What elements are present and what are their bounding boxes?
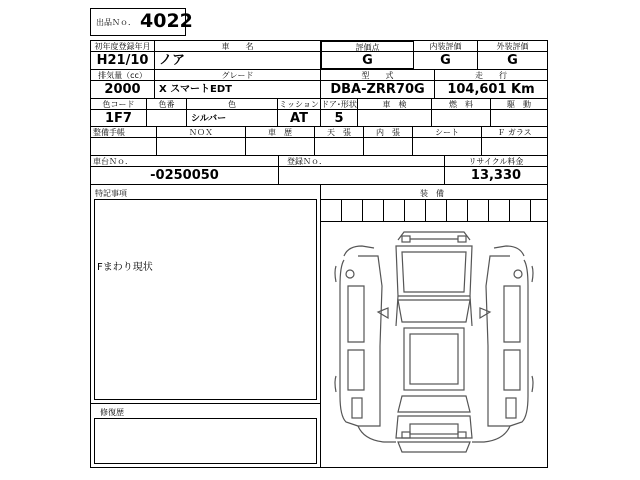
interior-lining bbox=[363, 137, 413, 156]
label-chassis-number: 車台Ｎｏ． bbox=[90, 155, 279, 167]
label-interior-score: 内装評価 bbox=[413, 40, 478, 52]
recycle-fee: 13,330 bbox=[444, 166, 548, 185]
label-interior-lining: 内 張 bbox=[363, 126, 413, 138]
notes-text: Fまわり現状 bbox=[97, 262, 153, 273]
car-history bbox=[245, 137, 315, 156]
model-code: DBA-ZRR70G bbox=[320, 80, 435, 99]
seat bbox=[412, 137, 482, 156]
label-displacement: 排気量（cc） bbox=[90, 69, 155, 81]
auction-number-label: 出品Ｎｏ． bbox=[96, 18, 136, 27]
mileage: 104,601 Km bbox=[434, 80, 548, 99]
car-body-diagram bbox=[334, 226, 534, 462]
nox bbox=[156, 137, 246, 156]
label-nox: ＮＯＸ bbox=[156, 126, 246, 138]
label-car-history: 車 歴 bbox=[245, 126, 315, 138]
label-inspection: 車 検 bbox=[357, 98, 432, 110]
auction-number-value: 4022 bbox=[140, 10, 193, 32]
label-mission: ミッション bbox=[277, 98, 321, 110]
interior-score: G bbox=[413, 51, 478, 70]
roof-lining bbox=[314, 137, 364, 156]
repair-inner-box bbox=[94, 418, 317, 464]
label-drive: 駆 動 bbox=[490, 98, 548, 110]
label-score: 評価点 bbox=[320, 40, 414, 52]
fuel bbox=[431, 109, 491, 127]
mission: AT bbox=[277, 109, 321, 127]
label-model: 型 式 bbox=[320, 69, 435, 81]
label-registration-number: 登録Ｎｏ． bbox=[278, 155, 445, 167]
label-recycle-fee: リサイクル料金 bbox=[444, 155, 548, 167]
label-color: 色 bbox=[186, 98, 278, 110]
color-code: 1F7 bbox=[90, 109, 147, 127]
inspection bbox=[357, 109, 432, 127]
car-name: ノア bbox=[154, 51, 321, 70]
color-name: シルバー bbox=[186, 109, 278, 127]
displacement: 2000 bbox=[90, 80, 155, 99]
repair-label: 修復歴 bbox=[100, 408, 124, 417]
equipment-label: 装 備 bbox=[420, 189, 444, 198]
color-number bbox=[146, 109, 187, 127]
label-color-number: 色番 bbox=[146, 98, 187, 110]
label-seat: シート bbox=[412, 126, 482, 138]
drive bbox=[490, 109, 548, 127]
label-grade: グレード bbox=[154, 69, 321, 81]
front-glass bbox=[481, 137, 548, 156]
label-fuel: 燃 料 bbox=[431, 98, 491, 110]
label-roof-lining: 天 張 bbox=[314, 126, 364, 138]
score: G bbox=[320, 51, 414, 70]
notes-label: 特記事項 bbox=[95, 189, 127, 198]
label-color-code: 色コード bbox=[90, 98, 147, 110]
equipment-grid bbox=[320, 199, 548, 223]
notes-inner-box bbox=[94, 199, 317, 400]
label-registration-date: 初年度登録年月 bbox=[90, 40, 155, 52]
label-front-glass: Ｆ ガラス bbox=[481, 126, 548, 138]
door-shape: 5 bbox=[320, 109, 358, 127]
label-mileage: 走 行 bbox=[434, 69, 548, 81]
registration-date: H21/10 bbox=[90, 51, 155, 70]
maintenance-book bbox=[90, 137, 157, 156]
chassis-number: -0250050 bbox=[90, 166, 279, 185]
label-car-name: 車 名 bbox=[154, 40, 321, 52]
label-door-shape: ドア･形状 bbox=[321, 100, 357, 109]
grade: X スマートEDT bbox=[154, 80, 321, 99]
registration-number bbox=[278, 166, 445, 185]
label-maintenance-book: 整備手帳 bbox=[90, 126, 157, 138]
label-exterior-score: 外装評価 bbox=[477, 40, 548, 52]
exterior-score: G bbox=[477, 51, 548, 70]
